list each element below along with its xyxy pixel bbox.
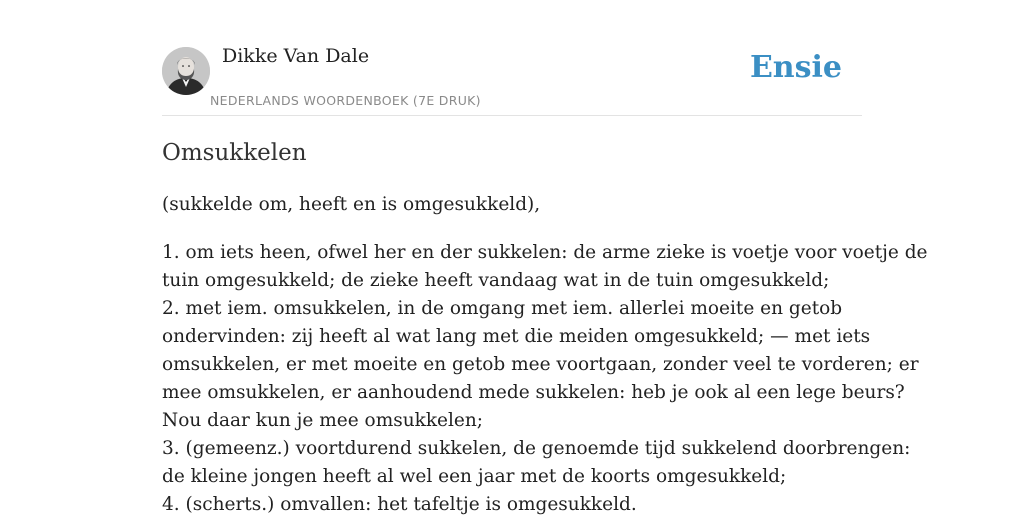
definition-line: 3. (gemeenz.) voortdurend sukkelen, de genoemde tijd sukkelend doorbrengen:: [162, 438, 911, 459]
definition-line: omsukkelen, er met moeite en getob mee voortgaan, zonder veel te vorderen; er: [162, 354, 919, 375]
definition-line: Nou daar kun je mee omsukkelen;: [162, 410, 484, 431]
author-name[interactable]: Dikke Van Dale: [222, 45, 370, 67]
entry-definitions: [162, 239, 928, 519]
entry-header: [162, 0, 862, 116]
portrait-image: [162, 47, 210, 95]
definition-line: 1. om iets heen, ofwel her en der sukkelen: de arme zieke is voetje voor voetje de: [162, 242, 928, 263]
entry-title: Omsukkelen: [162, 140, 307, 166]
definition-line: mee omsukkelen, er aanhoudend mede sukkelen: heb je ook al een lege beurs?: [162, 382, 905, 403]
definition-line: de kleine jongen heeft al wel een jaar met de koorts omgesukkeld;: [162, 466, 787, 487]
definition-line: tuin omgesukkeld; de zieke heeft vandaag wat in de tuin omgesukkeld;: [162, 270, 830, 291]
definition-line: 2. met iem. omsukkelen, in de omgang met iem. allerlei moeite en getob: [162, 298, 843, 319]
entry-grammar: (sukkelde om, heeft en is omgesukkeld),: [162, 194, 541, 215]
author-avatar[interactable]: [162, 47, 210, 95]
definition-line: ondervinden: zij heeft al wat lang met die meiden omgesukkeld; — met iets: [162, 326, 871, 347]
definition-line: 4. (scherts.) omvallen: het tafeltje is omgesukkeld.: [162, 494, 637, 515]
source-label: NEDERLANDS WOORDENBOEK (7E DRUK): [210, 93, 481, 108]
brand-logo[interactable]: Ensie: [749, 50, 842, 85]
entry-page: [162, 0, 928, 515]
